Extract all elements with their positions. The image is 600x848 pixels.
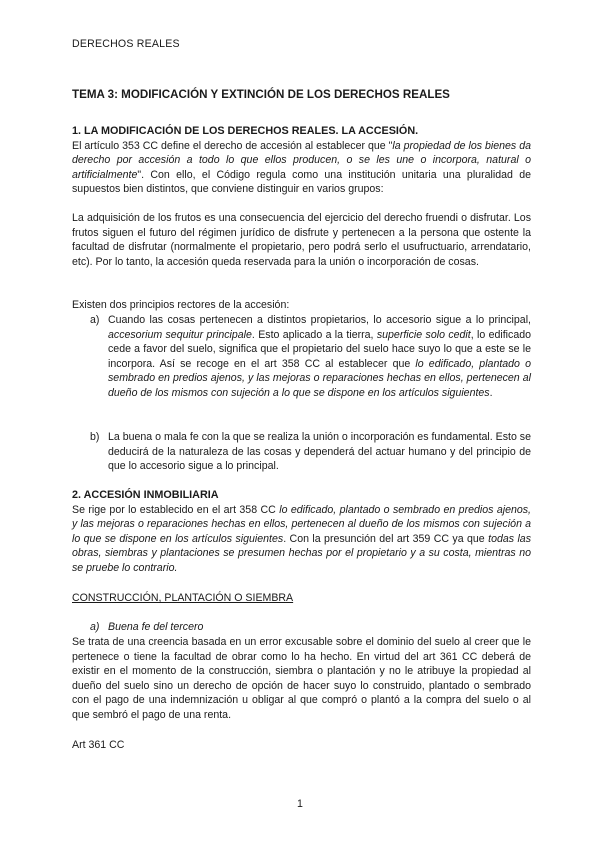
paragraph-quote: todas las obras, siembras y plantaciones se presumen hechas por el propietario y a su costa, mientras no se pruebe lo contrario. bbox=[72, 532, 531, 574]
subsection-item-label: Buena fe del tercero bbox=[108, 621, 204, 633]
list-text: . bbox=[489, 386, 493, 399]
list-italic: superficie solo cedit bbox=[376, 328, 471, 341]
subsection-heading: CONSTRUCCIÓN, PLANTACIÓN O SIEMBRA bbox=[72, 592, 294, 604]
paragraph-text: . Con la presunción del art 359 CC ya que bbox=[283, 532, 489, 545]
principles-list bbox=[72, 313, 531, 401]
subsection-paragraph: Se trata de una creencia basada en un error excusable sobre el dominio del suelo al creer que le pertenece o tiene la facultad de obrar como lo ha hecho. En virtud del art 361 CC deberá de existir en el momento de la construcción, siembra o plantación y no le atribuye la propiedad al dueño del suelo sino un derecho de opción de hacer suyo lo construido, plantado o sembrado con el pago de una indemnización u obligar al que compró o plantó a la compra del suelo o al que sembró el pago de una renta. bbox=[72, 636, 531, 721]
section-1 bbox=[72, 124, 531, 197]
page-number: 1 bbox=[297, 798, 303, 810]
section-1-paragraph-2: La adquisición de los frutos es una consecuencia del ejercicio del derecho fruendi o disfrutar. Los frutos siguen el futuro del régimen jurídico de disfrute y pertenecen a la persona que ostente la facultad de disfrutar (normalmente el propietario, pero podrá serlo el usufructuario, arrendatario, etc). Por lo tanto, la accesión queda reservada para la unión o incorporación de cosas. bbox=[72, 212, 531, 268]
list-italic: lo edificado, plantado o sembrado en predios ajenos, y las mejoras o reparaciones hechas en ellos, pertenecen al dueño de los mismos con sujeción a lo que se dispone en los artículos siguientes bbox=[108, 357, 531, 399]
section-1-paragraph-3: Existen dos principios rectores de la accesión: bbox=[72, 299, 290, 311]
principles-list-b bbox=[72, 430, 531, 474]
section-2-paragraph bbox=[72, 503, 531, 576]
list-text: La buena o mala fe con la que se realiza la unión o incorporación es fundamental. Esto se deducirá de la naturaleza de las cosas y dependerá del actuar humano y del principio de que lo accesorio sigue a lo principal. bbox=[108, 431, 531, 473]
paragraph-text: Se rige por lo establecido en el art 358 CC bbox=[72, 503, 280, 516]
list-marker: b) bbox=[90, 431, 100, 443]
document-title: TEMA 3: MODIFICACIÓN Y EXTINCIÓN DE LOS DERECHOS REALES bbox=[72, 88, 450, 101]
list-italic: accesorium sequitur principale bbox=[108, 328, 252, 341]
list-item-a bbox=[72, 313, 531, 401]
article-reference: Art 361 CC bbox=[72, 739, 125, 751]
section-2-heading: 2. ACCESIÓN INMOBILIARIA bbox=[72, 489, 219, 501]
section-2 bbox=[72, 488, 531, 576]
list-text: Cuando las cosas pertenecen a distintos propietarios, lo accesorio sigue a lo principal, bbox=[108, 314, 531, 326]
subsection-item bbox=[90, 620, 203, 635]
paragraph-text: ". Con ello, el Código regula como una institución unitaria una pluralidad de supuestos bien distintos, que conviene distinguir en varios grupos: bbox=[72, 168, 531, 196]
list-item-b bbox=[72, 430, 531, 474]
paragraph-quote: lo edificado, plantado o sembrado en predios ajenos, y las mejoras o reparaciones hechas en ellos, pertenecen al dueño de los mismos con sujeción a lo que se dispone en los artículos siguientes bbox=[72, 503, 531, 545]
paragraph-quote: la propiedad de los bienes da derecho por accesión a todo lo que ellos producen, o se les une o incorpora, natural o artificialmente bbox=[72, 139, 531, 181]
section-1-heading: 1. LA MODIFICACIÓN DE LOS DERECHOS REALES. LA ACCESIÓN. bbox=[72, 125, 419, 137]
list-text: . Esto aplicado a la tierra, bbox=[251, 328, 377, 341]
subsection-item-marker: a) bbox=[90, 621, 100, 633]
list-text: , lo edificado cede a favor del suelo, significa que el propietario del suelo hace suyo lo que a este se le incorpora. Así se recoge en el art 358 CC al establecer que bbox=[108, 328, 531, 370]
paragraph-text: El artículo 353 CC define el derecho de accesión al establecer que " bbox=[72, 139, 393, 152]
section-1-paragraph-1 bbox=[72, 139, 531, 197]
list-marker: a) bbox=[90, 314, 100, 326]
running-header: DERECHOS REALES bbox=[72, 38, 180, 50]
